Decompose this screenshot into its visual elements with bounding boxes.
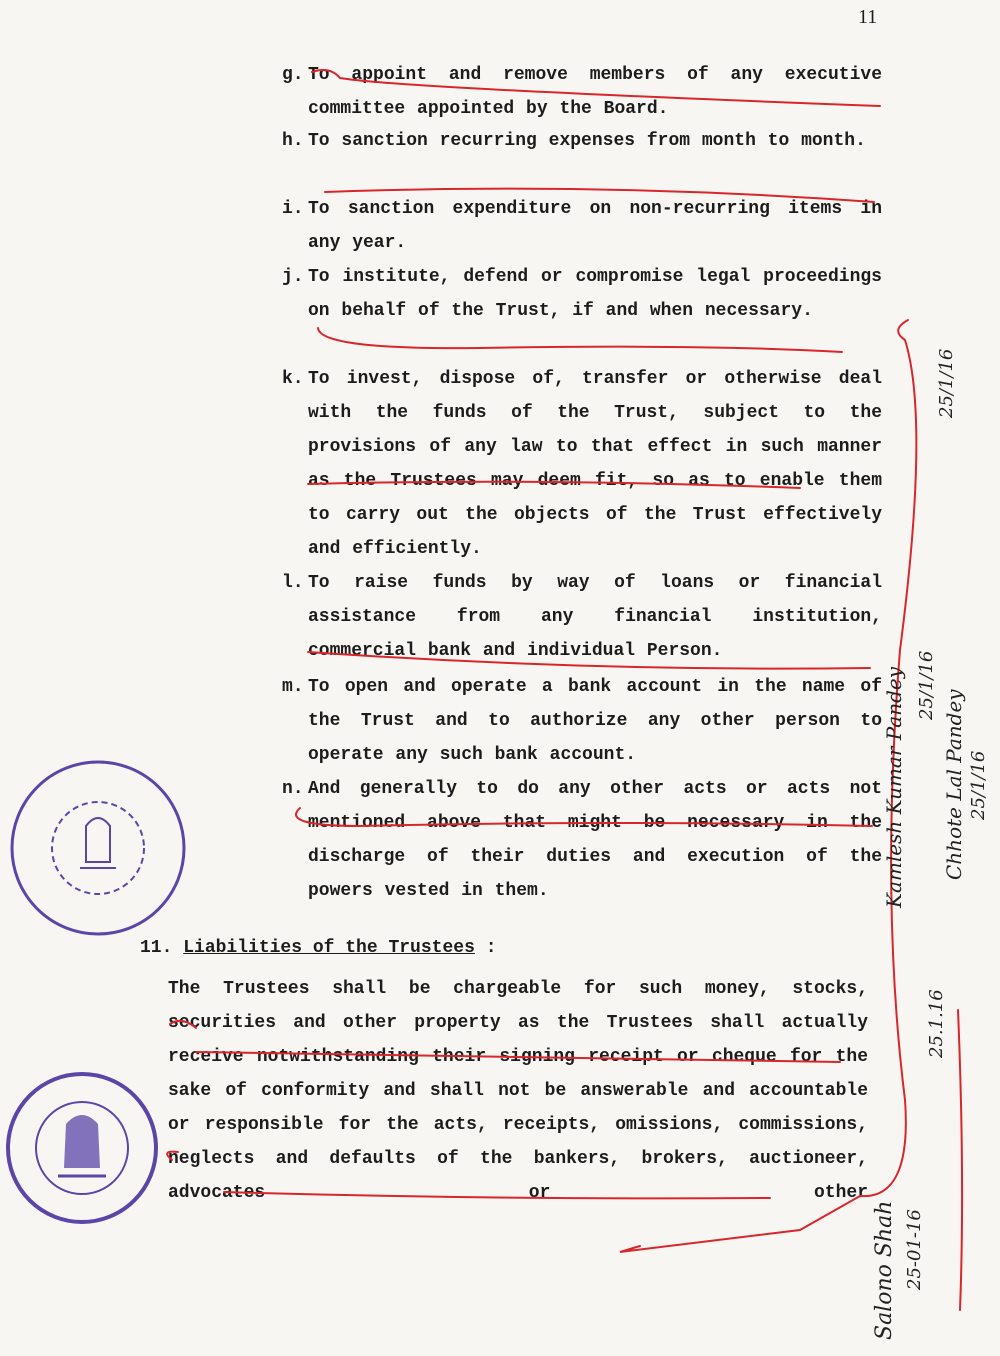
- signature-salono-shah: Salono Shah: [872, 1200, 897, 1340]
- clause-j: [282, 260, 882, 328]
- clause-text: To raise funds by way of loans or financial assistance from any financial institution, commercial bank and individual Person.: [308, 573, 882, 661]
- clause-text: To sanction recurring expenses from month to month.: [308, 131, 866, 151]
- signature-date-1: 25.1.16: [926, 989, 947, 1058]
- page-number: 11: [858, 6, 878, 28]
- clause-i: [282, 192, 882, 260]
- clause-letter: n.: [282, 779, 304, 799]
- red-underline-j: [318, 328, 842, 352]
- section-colon: :: [485, 938, 497, 958]
- section-heading: [140, 938, 497, 958]
- clause-l: [282, 566, 882, 668]
- clause-text: And generally to do any other acts or acts not mentioned above that might be necessary in the discharge of their duties and execution of the powers vested in them.: [308, 779, 882, 901]
- clause-letter: i.: [282, 199, 304, 219]
- red-margin-line: [958, 1010, 962, 1310]
- clause-text: To open and operate a bank account in the name of the Trust and to authorize any other person to operate any such bank account.: [308, 677, 882, 765]
- clause-letter: g.: [282, 65, 304, 85]
- clause-letter: l.: [282, 573, 304, 593]
- clause-g: [282, 58, 882, 126]
- section-title: Liabilities of the Trustees: [183, 938, 475, 958]
- signature-kamlesh-date: 25/1/16: [916, 650, 937, 720]
- rubber-stamp-bottom: [8, 1074, 156, 1222]
- clause-m: [282, 670, 882, 772]
- clause-letter: m.: [282, 677, 304, 697]
- clause-h: [282, 124, 882, 158]
- signature-salono-shah-date: 25-01-16: [904, 1209, 925, 1290]
- signature-date-2: 25/1/16: [936, 348, 957, 418]
- clause-text: To appoint and remove members of any executive committee appointed by the Board.: [308, 65, 882, 119]
- section-body: The Trustees shall be chargeable for such money, stocks, securities and other property as the Trustees shall actually receive notwithstanding their signing receipt or cheque for the sake of conformity and shall not be answerable and accountable or responsible for the acts, receipts, omissions, commissions, neglects and defaults of the bankers, brokers, auctioneer, advocates or other: [168, 979, 868, 1203]
- clause-letter: k.: [282, 369, 304, 389]
- clause-k: [282, 362, 882, 566]
- clause-text: To sanction expenditure on non-recurring items in any year.: [308, 199, 882, 253]
- rubber-stamp-top: [12, 762, 184, 934]
- signature-chhote-lal-date: 25/1/16: [968, 750, 989, 820]
- signature-chhote-lal: Chhote Lal Pandey: [942, 689, 966, 880]
- clause-text: To invest, dispose of, transfer or otherwise deal with the funds of the Trust, subject to the provisions of any law to that effect in such manner as the Trustees may deem fit, so as to enable them to carry out the objects of the Trust effectively and efficiently.: [308, 369, 882, 559]
- clause-letter: j.: [282, 267, 304, 287]
- clause-letter: h.: [282, 131, 304, 151]
- clause-n: [282, 772, 882, 908]
- signature-kamlesh: Kamlesh Kumar Pandey: [882, 666, 906, 908]
- clause-text: To institute, defend or compromise legal proceedings on behalf of the Trust, if and when necessary.: [308, 267, 882, 321]
- section-number: 11.: [140, 938, 173, 958]
